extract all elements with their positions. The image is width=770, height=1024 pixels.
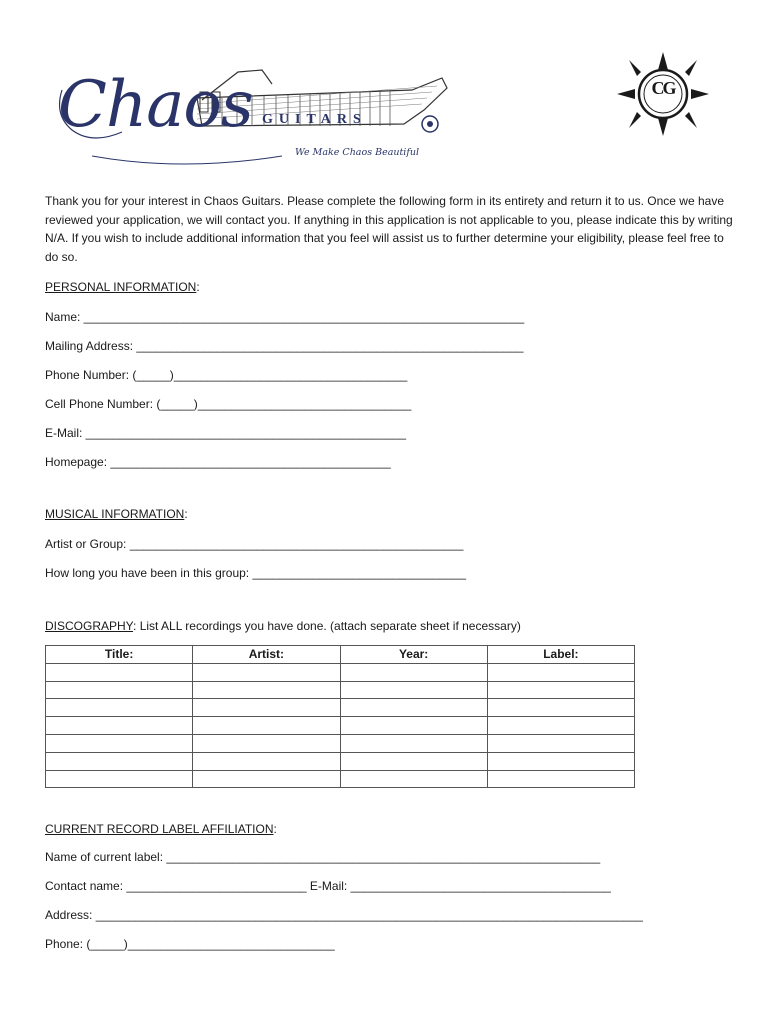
- table-cell[interactable]: [340, 770, 487, 788]
- contact-email-field[interactable]: Contact name: ___________________________ E-Mail: _______________________________________: [45, 879, 611, 893]
- table-cell[interactable]: [193, 717, 340, 735]
- table-cell[interactable]: [193, 663, 340, 681]
- table-row: [46, 752, 635, 770]
- brand-name: Chaos: [58, 68, 253, 142]
- table-cell[interactable]: [487, 770, 634, 788]
- cell-phone-field[interactable]: Cell Phone Number: (_____)________________________________: [45, 397, 412, 411]
- name-field[interactable]: Name: __________________________________________________________________: [45, 310, 525, 324]
- label-affiliation-heading: CURRENT RECORD LABEL AFFILIATION:: [45, 822, 277, 836]
- mailing-address-field[interactable]: Mailing Address: __________________________________________________________: [45, 339, 524, 353]
- table-cell[interactable]: [340, 663, 487, 681]
- group-duration-field[interactable]: How long you have been in this group: ________________________________: [45, 566, 467, 580]
- column-artist: Artist:: [193, 646, 340, 664]
- musical-info-title: MUSICAL INFORMATION: [45, 507, 185, 521]
- table-row: [46, 734, 635, 752]
- current-label-field[interactable]: Name of current label: _________________________________________________________________: [45, 850, 601, 864]
- musical-info-heading: MUSICAL INFORMATION:: [45, 507, 188, 521]
- table-cell[interactable]: [340, 734, 487, 752]
- intro-paragraph: Thank you for your interest in Chaos Guitars. Please complete the following form in its entirety and return it to us. Once we have reviewed your application, we will contact you. If anything in this application is not applicable to you, please indicate this by writing N/A. If you wish to include additional information that you feel will assist us to further determine your eligibility, please feel free to do so.: [45, 194, 733, 264]
- personal-info-heading: PERSONAL INFORMATION:: [45, 280, 200, 294]
- email-field[interactable]: E-Mail: ________________________________________________: [45, 426, 407, 440]
- emblem-letters: CG: [651, 78, 675, 98]
- table-cell[interactable]: [46, 770, 193, 788]
- discography-title: DISCOGRAPHY: [45, 619, 134, 633]
- chaos-guitars-logo: [52, 60, 452, 172]
- artist-group-field[interactable]: Artist or Group: __________________________________________________: [45, 537, 464, 551]
- discography-heading: [45, 618, 521, 634]
- personal-info-title: PERSONAL INFORMATION: [45, 280, 197, 294]
- table-cell[interactable]: [46, 663, 193, 681]
- table-cell[interactable]: [193, 770, 340, 788]
- chaos-star-emblem: [617, 52, 709, 136]
- table-row: [46, 717, 635, 735]
- label-address-field[interactable]: Address: __________________________________________________________________________________: [45, 908, 643, 922]
- table-cell[interactable]: [46, 681, 193, 699]
- table-cell[interactable]: [193, 681, 340, 699]
- table-row: [46, 770, 635, 788]
- table-cell[interactable]: [340, 717, 487, 735]
- table-cell[interactable]: [487, 734, 634, 752]
- table-cell[interactable]: [46, 717, 193, 735]
- table-cell[interactable]: [487, 681, 634, 699]
- label-affiliation-title: CURRENT RECORD LABEL AFFILIATION: [45, 822, 274, 836]
- table-cell[interactable]: [340, 699, 487, 717]
- table-cell[interactable]: [193, 699, 340, 717]
- table-row: [46, 663, 635, 681]
- brand-subtitle: GUITARS: [262, 112, 367, 127]
- table-cell[interactable]: [340, 681, 487, 699]
- column-year: Year:: [340, 646, 487, 664]
- homepage-field[interactable]: Homepage: __________________________________________: [45, 455, 391, 469]
- table-cell[interactable]: [46, 752, 193, 770]
- discography-table: [45, 645, 635, 788]
- table-cell[interactable]: [487, 717, 634, 735]
- table-cell[interactable]: [193, 752, 340, 770]
- table-cell[interactable]: [46, 734, 193, 752]
- table-row: [46, 681, 635, 699]
- table-cell[interactable]: [487, 663, 634, 681]
- table-cell[interactable]: [46, 699, 193, 717]
- table-cell[interactable]: [487, 699, 634, 717]
- table-cell[interactable]: [487, 752, 634, 770]
- table-row: [46, 699, 635, 717]
- table-cell[interactable]: [340, 752, 487, 770]
- table-cell[interactable]: [193, 734, 340, 752]
- discography-note: : List ALL recordings you have done. (attach separate sheet if necessary): [133, 619, 521, 633]
- column-title: Title:: [46, 646, 193, 664]
- label-phone-field[interactable]: Phone: (_____)_______________________________: [45, 937, 335, 951]
- phone-number-field[interactable]: Phone Number: (_____)___________________________________: [45, 368, 408, 382]
- column-label: Label:: [487, 646, 634, 664]
- table-header-row: [46, 646, 635, 664]
- brand-tagline: We Make Chaos Beautiful: [295, 147, 420, 158]
